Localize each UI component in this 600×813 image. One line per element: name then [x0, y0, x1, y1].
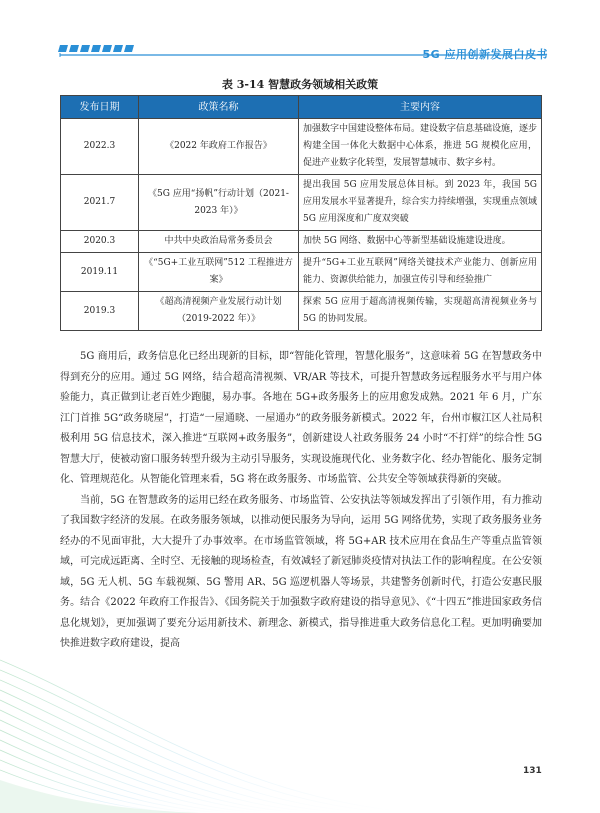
policy-table [60, 95, 542, 331]
table-row [61, 292, 542, 331]
cell-content: 加强数字中国建设整体布局。建设数字信息基础设施，逐步构建全国一体化大数据中心体系，推进 5G 规模化应用，促进产业数字化转型，发展智慧城市、数字乡村。 [299, 119, 542, 175]
cell-date: 2022.3 [61, 119, 139, 175]
cell-policy-name: 中共中央政治局常务委员会 [139, 231, 299, 253]
column-header-name: 政策名称 [139, 96, 299, 119]
table-caption: 表 3-14 智慧政务领域相关政策 [221, 78, 379, 91]
cell-date: 2019.11 [61, 253, 139, 292]
table-row [61, 119, 542, 175]
cell-policy-name: 《超高清视频产业发展行动计划（2019-2022 年）》 [139, 292, 299, 331]
column-header-date: 发布日期 [61, 96, 139, 119]
table-row [61, 253, 542, 292]
body-paragraph: 5G 商用后，政务信息化已经出现新的目标，即“智能化管理，智慧化服务”，这意味着 5G 在智慧政务中得到充分的应用。通过 5G 网络，结合超高清视频、VR/AR 等技术，可提升智慧政务远程服务水平与用户体验能力，真正做到让老百姓少跑腿，易办事。各地在 5G+政务服务上的应用愈发成熟。2021 年 6 月，广东江门首推 5G“政务晓屋”，打造“一屋通晓、一屋通办”的政务服务新模式。2022 年，台州市椒江区人社局积极利用 5G 信息技术，深入推进“互联网+政务服务”，创新建设人社政务服务 24 小时“不打烊”的综合性 5G 智慧大厅，使被动窗口服务转型升级为主动引导服务，实现设施现代化、业务数字化、经办智能化、服务定制化、管理规范化。从智能化管理来看，5G 将在政务服务、市场监管、公共安全等领域获得新的突破。 [60, 351, 542, 485]
cell-content: 探索 5G 应用于超高清视频传输，实现超高清视频业务与 5G 的协同发展。 [299, 292, 542, 331]
body-paragraph: 当前，5G 在智慧政务的运用已经在政务服务、市场监管、公安执法等领域发挥出了引领作用，有力推动了我国数字经济的发展。在政务服务领域，以推动便民服务为导向，运用 5G 网络优势，实现了政务服务业务经办的不见面审批，大大提升了办事效率。在市场监管领域，将 5G+AR 技术应用在食品生产等重点监管领域，可完成远距离、全时空、无接触的现场检查，有效减轻了新冠肺炎疫情对执法工作的影响程度。在公安领域，5G 无人机、5G 车载视频、5G 警用 AR、5G 巡逻机器人等场景，共建警务创新时代，打造公安惠民服务。结合《2022 年政府工作报告》、《国务院关于加强数字政府建设的指导意见》、《“十四五”推进国家政务信息化规划》，更加强调了要充分运用新技术、新理念、新模式，指导推进重大政务信息化工程。更加明确要加快推进数字政府建设，提高 [60, 494, 542, 649]
cell-policy-name: 《2022 年政府工作报告》 [139, 119, 299, 175]
cell-content: 提出我国 5G 应用发展总体目标。到 2023 年，我国 5G 应用发展水平显著提升，综合实力持续增强，实现重点领域 5G 应用深度和广度双突破 [299, 175, 542, 231]
table-header-row [61, 96, 542, 119]
book-title: 5G 应用创新发展白皮书 [422, 48, 548, 61]
cell-policy-name: 《5G 应用“扬帆”行动计划（2021-2023 年）》 [139, 175, 299, 231]
column-header-content: 主要内容 [299, 96, 542, 119]
body-text [60, 347, 542, 655]
table-row [61, 231, 542, 253]
cell-policy-name: 《“5G+工业互联网”512 工程推进方案》 [139, 253, 299, 292]
table-row [61, 175, 542, 231]
cell-content: 提升“5G+工业互联网”网络关键技术产业能力、创新应用能力、资源供给能力，加强宣传引导和经验推广 [299, 253, 542, 292]
cell-date: 2021.7 [61, 175, 139, 231]
cell-date: 2020.3 [61, 231, 139, 253]
page-number: 131 [523, 766, 542, 776]
cell-date: 2019.3 [61, 292, 139, 331]
cell-content: 加快 5G 网络、数据中心等新型基础设施建设进度。 [299, 231, 542, 253]
